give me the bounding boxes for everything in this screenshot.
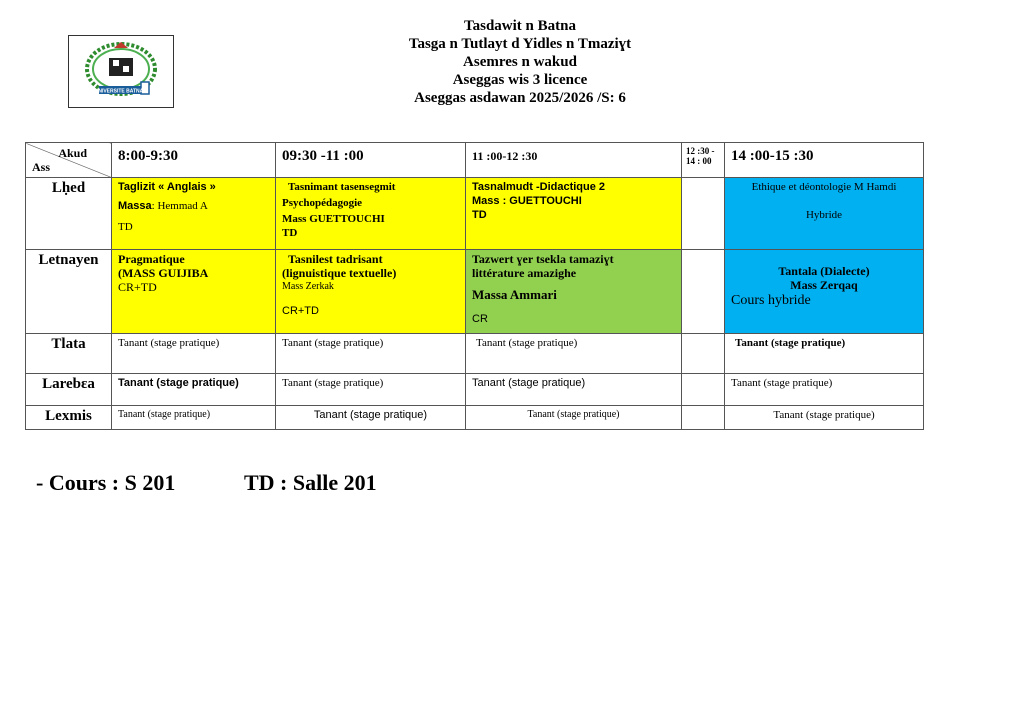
day-label: Tlata [26, 334, 112, 374]
session-cell [276, 250, 466, 334]
course-type: CR+TD [282, 305, 319, 317]
course-teacher: (MASS GUIJIBA [118, 266, 209, 280]
course-mode: Cours hybride [731, 293, 811, 308]
course-type: CR+TD [118, 280, 157, 294]
course-title: Taglizit « Anglais » [118, 181, 216, 193]
session-cell: Tanant (stage pratique) [276, 406, 466, 430]
course-teacher: Mass Zerqaq [790, 278, 858, 292]
logo-caption: UNIVERSITE BATNA 1 [94, 88, 148, 95]
header-line-year: Aseggas wis 3 licence [452, 72, 588, 88]
session-cell: Tanant (stage pratique) [466, 406, 682, 430]
td-room: TD : Salle 201 [244, 470, 377, 495]
course-title: Tasnilest tadrisant [288, 252, 383, 266]
header-line-title: Asemres n wakud [463, 54, 577, 70]
session-cell: Tanant (stage pratique) [725, 374, 924, 406]
time-header: 14 :00-15 :30 [725, 143, 924, 178]
break-cell [682, 406, 725, 430]
table-row [26, 250, 924, 334]
table-row [26, 374, 924, 406]
session-cell: Tanant (stage pratique) [725, 406, 924, 430]
day-label: Larebɛa [26, 374, 112, 406]
time-header-break: 12 :30 - 14 : 00 [682, 143, 725, 178]
session-cell [112, 178, 276, 250]
session-cell [466, 250, 682, 334]
course-title: Tasnimant tasensegmit [288, 181, 396, 193]
session-cell: Tanant (stage pratique) [276, 334, 466, 374]
header-line-academic-year: Aseggas asdawan 2025/2026 /S: 6 [414, 90, 626, 106]
course-teacher: Massa: Hemmad A [118, 200, 208, 212]
course-subtitle: (lignuistique textuelle) [282, 266, 397, 280]
corner-label-akud: Akud [58, 146, 87, 160]
course-title: Tantala (Dialecte) [778, 264, 870, 278]
break-cell [682, 334, 725, 374]
day-label: Lḥed [26, 178, 112, 250]
session-cell [725, 178, 924, 250]
table-row [26, 406, 924, 430]
course-title: Ethique et déontologie M Hamdi [751, 181, 897, 193]
time-header: 8:00-9:30 [112, 143, 276, 178]
course-teacher: Massa Ammari [472, 287, 557, 302]
session-cell [112, 250, 276, 334]
session-cell: Tanant (stage pratique) [112, 374, 276, 406]
table-header-row [26, 143, 924, 178]
session-cell: Tanant (stage pratique) [276, 374, 466, 406]
university-emblem-icon [69, 36, 173, 107]
course-teacher: Mass : GUETTOUCHI [472, 195, 582, 207]
university-logo [68, 35, 174, 108]
course-title: Pragmatique [118, 252, 185, 266]
day-label: Lexmis [26, 406, 112, 430]
corner-cell [26, 143, 112, 178]
day-label: Letnayen [26, 250, 112, 334]
document-header [300, 17, 740, 107]
room-info [36, 470, 377, 496]
session-cell: Tanant (stage pratique) [725, 334, 924, 374]
break-cell [682, 374, 725, 406]
session-cell: Tanant (stage pratique) [112, 406, 276, 430]
time-header: 09:30 -11 :00 [276, 143, 466, 178]
course-type: TD [282, 227, 298, 239]
course-type: TD [118, 221, 133, 233]
table-row [26, 334, 924, 374]
corner-label-ass: Ass [32, 160, 51, 174]
session-cell: Tanant (stage pratique) [466, 374, 682, 406]
course-title: Tasnalmudt -Didactique 2 [472, 181, 606, 193]
break-cell [682, 178, 725, 250]
course-title: Tazwert ɣer tsekla tamaziɣt [472, 252, 614, 266]
session-cell [466, 178, 682, 250]
course-mode: Hybride [805, 209, 843, 221]
cours-room: - Cours : S 201 [36, 470, 176, 495]
timetable [25, 142, 924, 430]
time-header: 11 :00-12 :30 [466, 143, 682, 178]
course-subtitle: Psychopédagogie [282, 197, 363, 209]
header-line-university: Tasdawit n Batna [464, 18, 576, 34]
course-teacher: Mass Zerkak [282, 281, 334, 292]
table-row [26, 178, 924, 250]
course-teacher: Mass GUETTOUCHI [282, 213, 385, 225]
header-line-department: Tasga n Tutlayt d Yidles n Tmaziɣt [408, 36, 632, 52]
session-cell: Tanant (stage pratique) [112, 334, 276, 374]
session-cell [276, 178, 466, 250]
session-cell [725, 250, 924, 334]
course-type: TD [472, 209, 487, 221]
break-cell [682, 250, 725, 334]
course-subtitle: littérature amazighe [472, 266, 577, 280]
course-type: CR [472, 313, 488, 325]
session-cell: Tanant (stage pratique) [466, 334, 682, 374]
